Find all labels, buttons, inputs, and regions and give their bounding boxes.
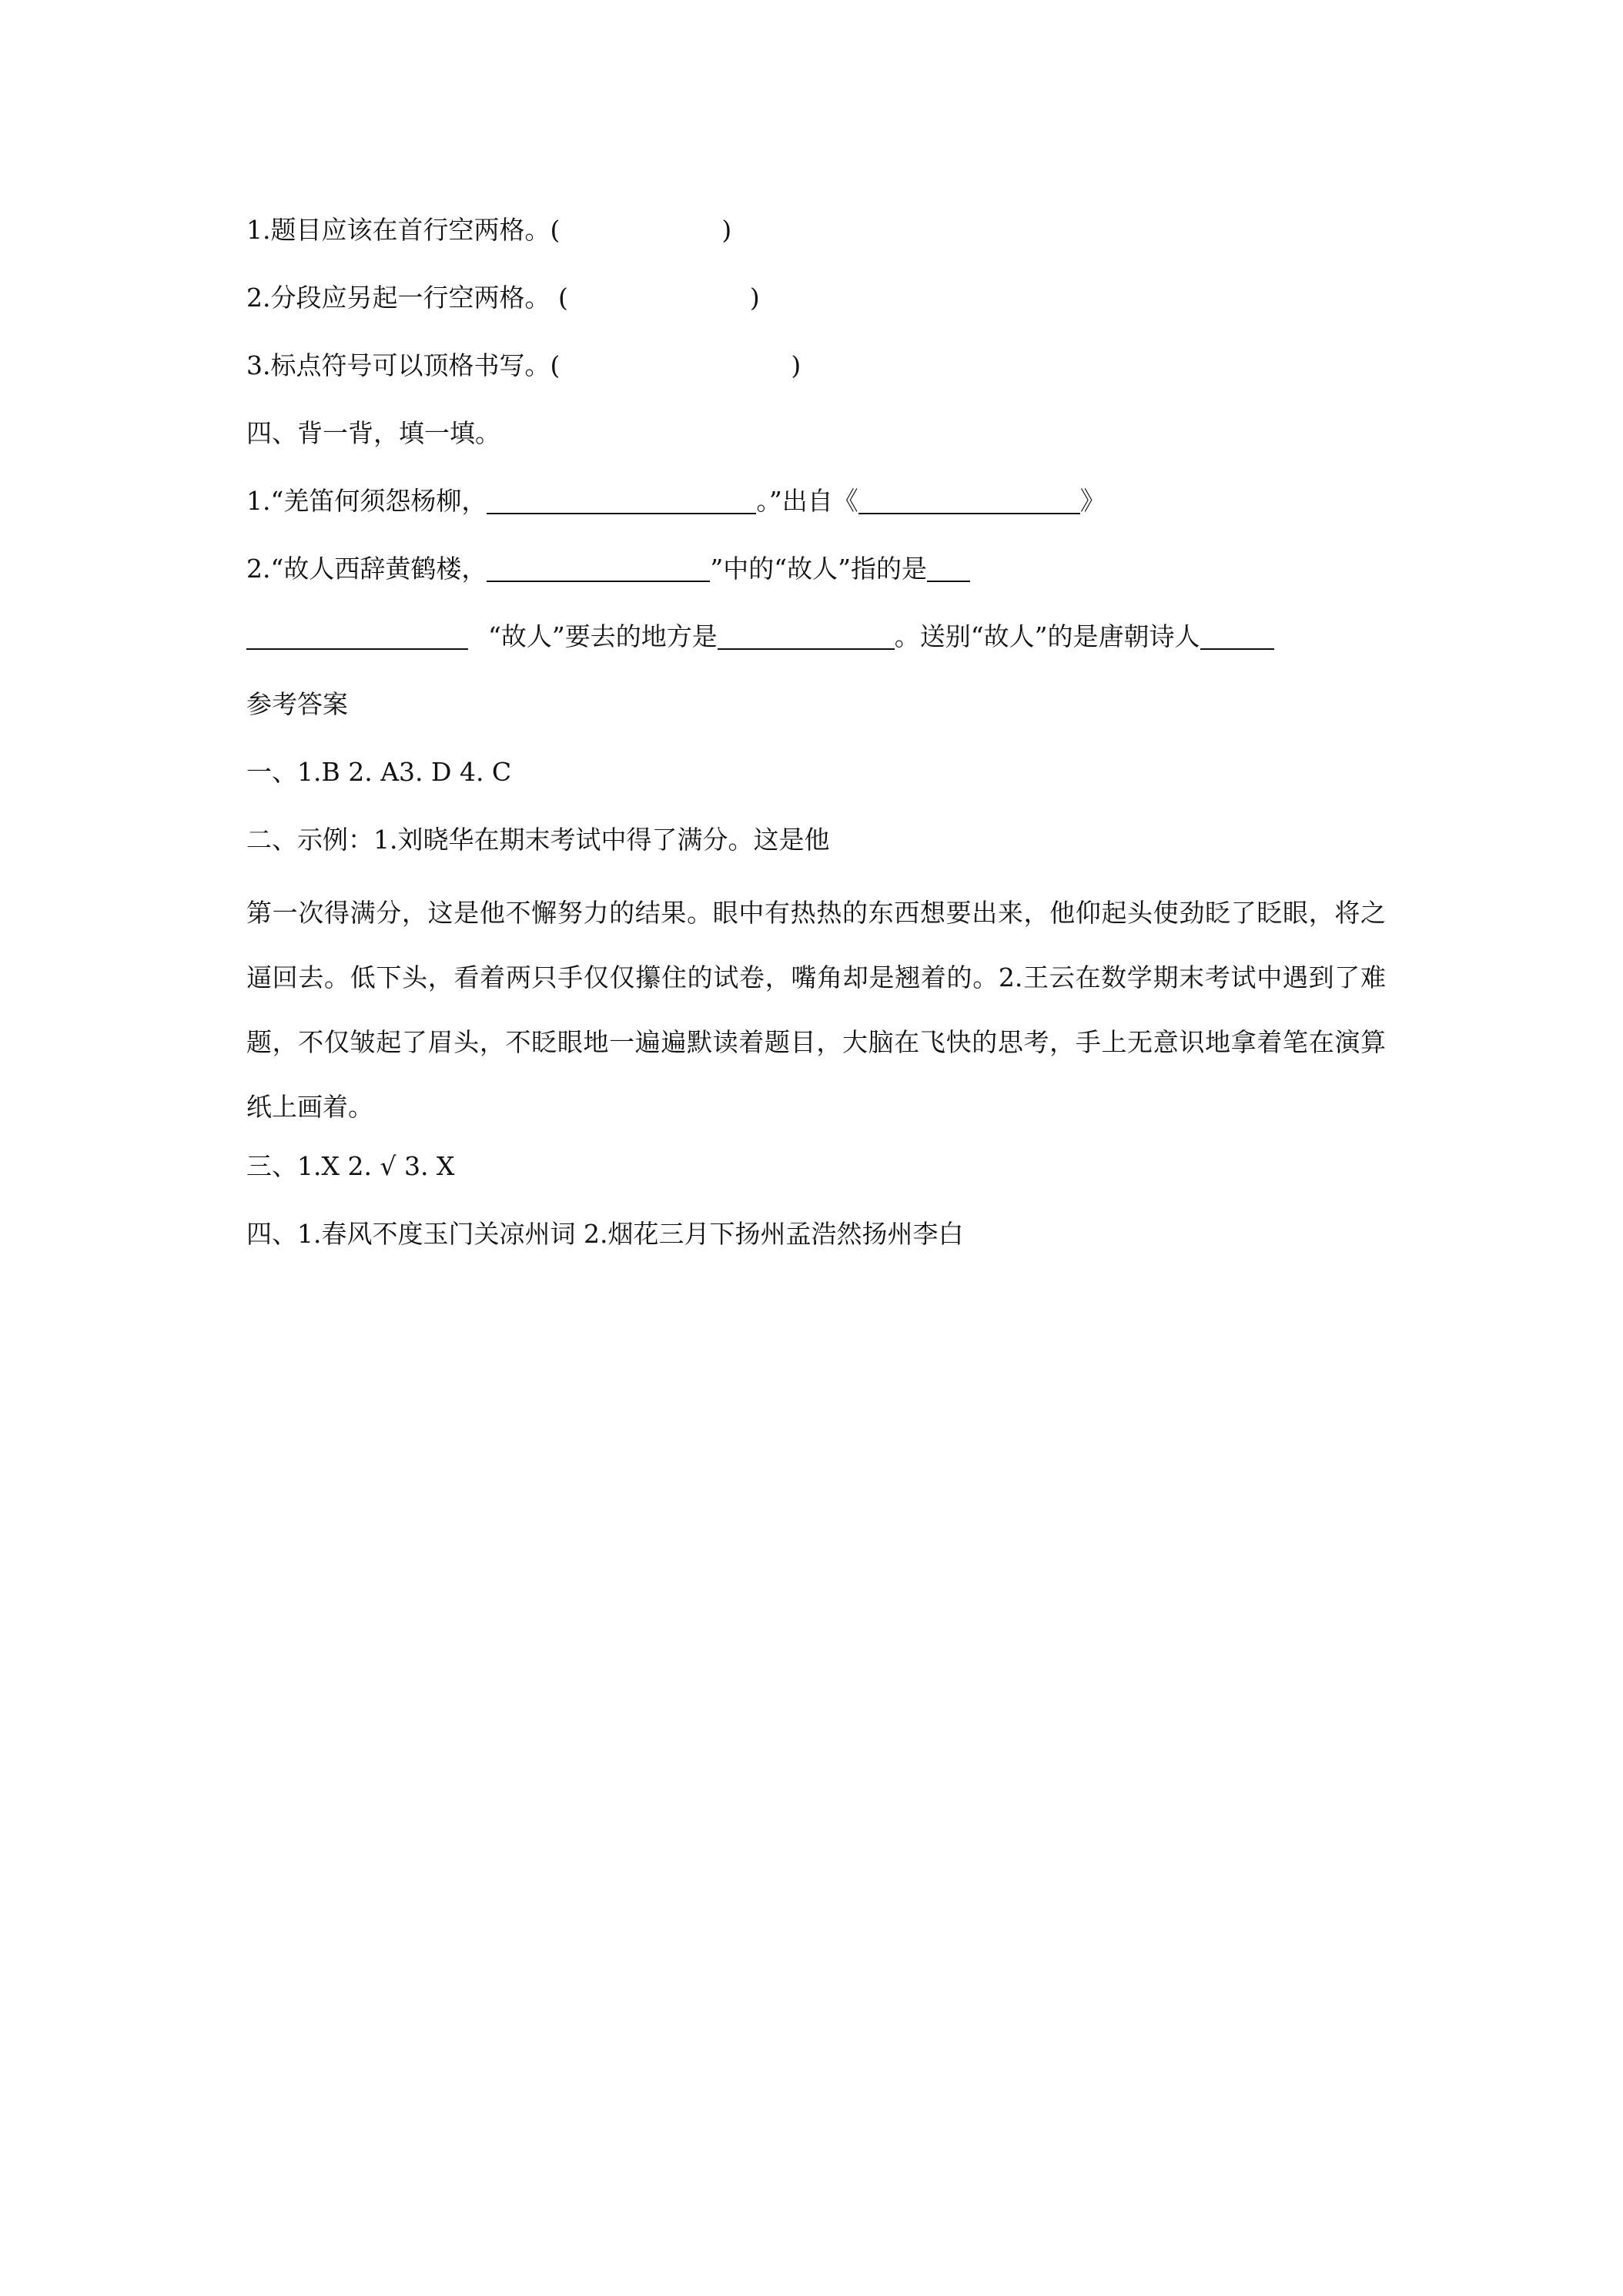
recite-q2-part-c: “故人”要去的地方是 bbox=[488, 621, 718, 651]
answer-section-2-body: 第一次得满分，这是他不懈努力的结果。眼中有热热的东西想要出来，他仰起头使劲眨了眨眼，将之逼回去。低下头，看着两只手仅仅攥住的试卷，嘴角却是翘着的。2.王云在数学期末考试中遇到了难题，不仅皱起了眉头，不眨眼地一遍遍默读着题目，大脑在飞快的思考，手上无意识地拿着笔在演算纸上画着。 bbox=[246, 898, 1386, 1122]
judge-item-2 bbox=[246, 274, 1386, 342]
recite-q2-blank-2b[interactable] bbox=[246, 622, 468, 650]
recite-question-2-line-2 bbox=[246, 613, 1386, 681]
judge-item-3-close: ) bbox=[791, 350, 801, 380]
judge-item-1-text: 1.题目应该在首行空两格。( bbox=[246, 215, 561, 245]
judge-item-3 bbox=[246, 342, 1386, 410]
judge-item-2-text: 2.分段应另起一行空两格。 ( bbox=[246, 283, 568, 313]
document-content bbox=[246, 206, 1386, 1278]
answers-title: 参考答案 bbox=[246, 689, 348, 719]
recite-q2-blank-2a[interactable] bbox=[927, 554, 970, 582]
judge-item-2-close: ) bbox=[749, 283, 760, 313]
recite-q1-part-c: 》 bbox=[1079, 486, 1106, 516]
answer-section-1: 一、1.B 2. A3. D 4. C bbox=[246, 757, 512, 787]
recite-question-2-line-1 bbox=[246, 545, 1386, 613]
recite-q1-part-b: 。”出自《 bbox=[756, 486, 858, 516]
recite-q2-part-b: ”中的“故人”指的是 bbox=[710, 554, 927, 584]
recite-q1-blank-1[interactable] bbox=[487, 487, 756, 514]
recite-q2-part-a: 2.“故人西辞黄鹤楼， bbox=[246, 554, 487, 584]
answer-section-4: 四、1.春风不度玉门关凉州词 2.烟花三月下扬州孟浩然扬州李白 bbox=[246, 1219, 964, 1249]
recite-q1-part-a: 1.“羌笛何须怨杨柳， bbox=[246, 486, 487, 516]
recite-q2-blank-4[interactable] bbox=[1200, 622, 1274, 650]
recite-q2-blank-3[interactable] bbox=[718, 622, 895, 650]
recite-q2-part-d: 。送别“故人”的是唐朝诗人 bbox=[894, 621, 1200, 651]
section4-title: 四、背一背，填一填。 bbox=[246, 418, 500, 448]
recite-q2-blank-1[interactable] bbox=[487, 554, 710, 582]
answer-section-3: 三、1.X 2. √ 3. X bbox=[246, 1151, 455, 1181]
judge-item-1-close: ) bbox=[721, 215, 732, 245]
judge-item-3-text: 3.标点符号可以顶格书写。( bbox=[246, 350, 561, 380]
recite-q1-blank-2[interactable] bbox=[858, 487, 1080, 514]
answer-section-2-head: 二、示例：1.刘晓华在期末考试中得了满分。这是他 bbox=[246, 825, 830, 855]
judge-item-1 bbox=[246, 206, 1386, 274]
recite-question-1 bbox=[246, 477, 1386, 545]
